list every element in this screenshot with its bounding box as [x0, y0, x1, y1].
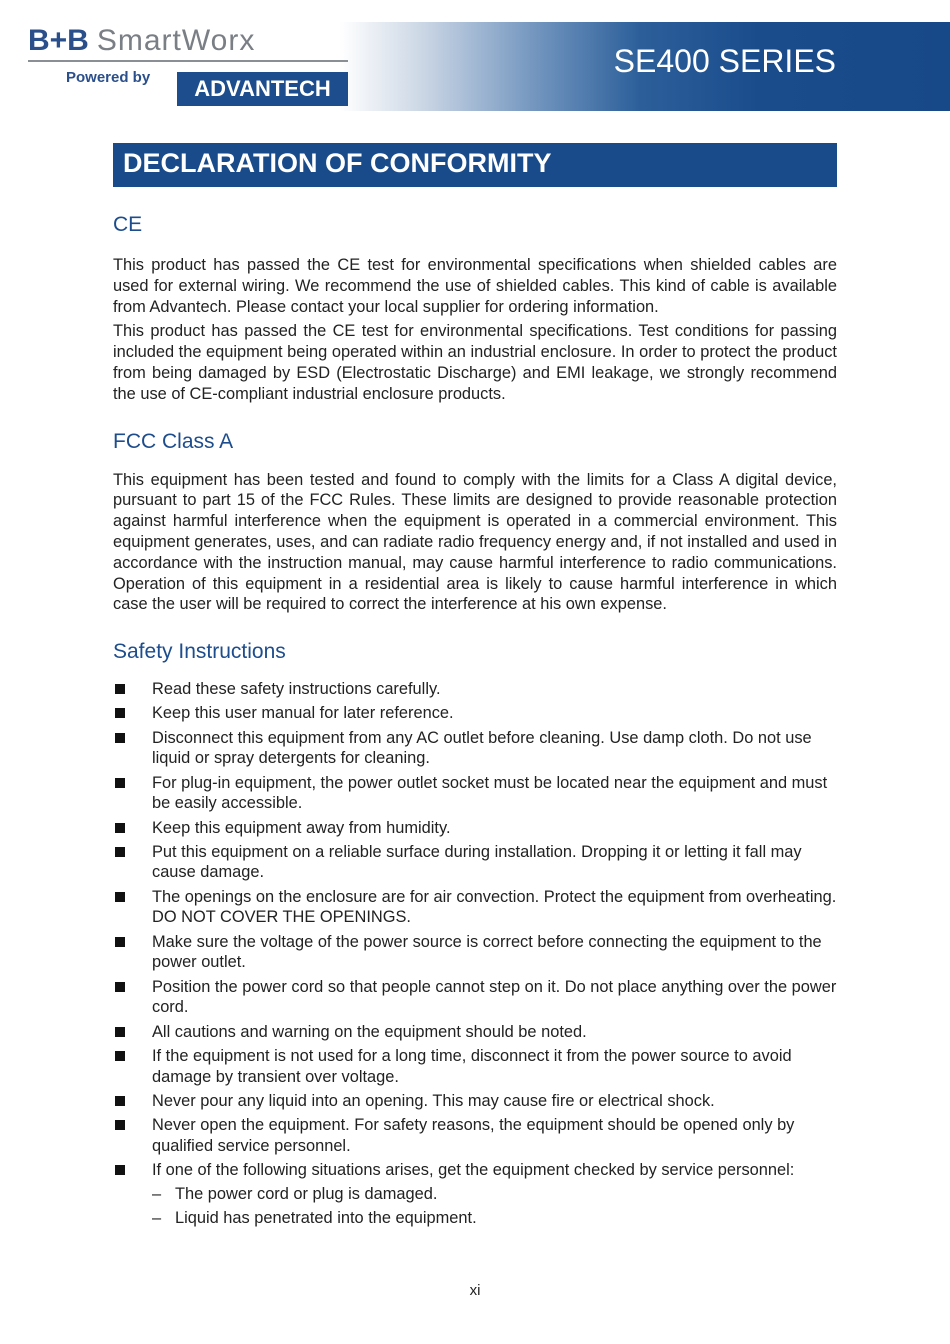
bullet-square-icon: [115, 1165, 125, 1175]
list-item: [113, 1115, 837, 1157]
bullet-square-icon: [115, 982, 125, 992]
bullet-square-icon: [115, 1051, 125, 1061]
sub-list-item-text: Liquid has penetrated into the equipment.: [175, 1208, 477, 1227]
sub-list-item-text: The power cord or plug is damaged.: [175, 1184, 438, 1203]
list-item-text: If the equipment is not used for a long time, disconnect it from the power source to avoid damage by transient over voltage.: [152, 1046, 792, 1086]
fcc-heading: FCC Class A: [113, 429, 234, 453]
list-item: [113, 1022, 837, 1043]
list-item-text: Put this equipment on a reliable surface during installation. Dropping it or letting it fall may cause damage.: [152, 842, 802, 882]
list-item: [113, 887, 837, 929]
list-item: [113, 1160, 837, 1229]
sub-list-item: [152, 1184, 837, 1205]
logo-smartworx-text: SmartWorx: [96, 24, 256, 57]
ce-paragraph-2: This product has passed the CE test for environmental specifications. Test conditions for passing included the equipment being operated within an industrial enclosure. In order to protect the product from being damaged by ESD (Electrostatic Discharge) and EMI leakage, we strongly recommend the use of CE-compliant industrial enclosure products.: [113, 322, 837, 403]
powered-by-label: Powered by: [66, 69, 151, 86]
list-item-text: If one of the following situations arises, get the equipment checked by service personnel:: [152, 1160, 795, 1179]
bullet-square-icon: [115, 778, 125, 788]
list-item-text: Disconnect this equipment from any AC outlet before cleaning. Use damp cloth. Do not use liquid or spray detergents for cleaning.: [152, 728, 812, 768]
page-number: xi: [469, 1282, 481, 1299]
list-item-text: Keep this user manual for later reference.: [152, 704, 454, 723]
bb-smartworx-logo: [28, 24, 255, 58]
dash-icon: –: [152, 1208, 162, 1227]
bullet-square-icon: [115, 937, 125, 947]
list-item-text: Position the power cord so that people cannot step on it. Do not place anything over the power cord.: [152, 977, 837, 1017]
list-item: [113, 703, 837, 724]
list-item: [113, 773, 837, 815]
list-item: [113, 818, 837, 839]
sub-list-item: [152, 1208, 837, 1229]
list-item-text: Read these safety instructions carefully.: [152, 680, 441, 699]
safety-heading: Safety Instructions: [113, 640, 286, 664]
fcc-paragraph: This equipment has been tested and found to comply with the limits for a Class A digital device, pursuant to part 15 of the FCC Rules. These limits are designed to provide reasonable protection against harmful interference when the equipment is operated in a commercial environment. This equipment generates, uses, and can radiate radio frequency energy and, if not installed and used in accordance with the instruction manual, may cause harmful interference to radio communications. Operation of this equipment in a residential area is likely to cause harmful interference in which case the user will be required to correct the interference at his own expense.: [113, 470, 837, 614]
bullet-square-icon: [115, 847, 125, 857]
bullet-square-icon: [115, 823, 125, 833]
ce-heading: CE: [113, 213, 143, 236]
page-title: DECLARATION OF CONFORMITY: [123, 148, 552, 178]
main-content: [113, 205, 837, 1232]
list-item-text: Never open the equipment. For safety reasons, the equipment should be opened only by qualified service personnel.: [152, 1115, 795, 1155]
bullet-square-icon: [115, 1096, 125, 1106]
list-item-text: Make sure the voltage of the power source is correct before connecting the equipment to the power outlet.: [152, 932, 822, 972]
ce-paragraph-1: This product has passed the CE test for environmental specifications when shielded cables are used for external wiring. We recommend the use of shielded cables. This kind of cable is available from Advantech. Please contact your local supplier for ordering information.: [113, 256, 837, 316]
list-item: [113, 1091, 837, 1112]
list-item-text: Keep this equipment away from humidity.: [152, 818, 451, 837]
logo-divider: [28, 60, 348, 62]
list-item-text: For plug-in equipment, the power outlet socket must be located near the equipment and must be easily accessible.: [152, 773, 828, 813]
list-item: [113, 842, 837, 884]
advantech-logo-text: ADVANTECH: [194, 76, 331, 101]
list-item: [113, 728, 837, 770]
title-bar: [113, 143, 837, 187]
sub-list: [152, 1184, 837, 1229]
list-item: [113, 932, 837, 974]
logo-bb-mark: B+B: [28, 24, 89, 57]
bullet-square-icon: [115, 684, 125, 694]
bullet-square-icon: [115, 1120, 125, 1130]
safety-list: [113, 679, 837, 1229]
list-item-text: Never pour any liquid into an opening. This may cause fire or electrical shock.: [152, 1091, 715, 1110]
bullet-square-icon: [115, 733, 125, 743]
series-title: SE400 SERIES: [613, 43, 836, 79]
bullet-square-icon: [115, 1027, 125, 1037]
list-item-text: All cautions and warning on the equipment should be noted.: [152, 1022, 587, 1041]
list-item: [113, 679, 837, 700]
dash-icon: –: [152, 1184, 162, 1203]
bullet-square-icon: [115, 708, 125, 718]
list-item-text: The openings on the enclosure are for air convection. Protect the equipment from overheating. DO NOT COVER THE OPENINGS.: [152, 887, 837, 927]
bullet-square-icon: [115, 892, 125, 902]
advantech-logo: [177, 72, 348, 106]
list-item: [113, 977, 837, 1019]
list-item: [113, 1046, 837, 1088]
